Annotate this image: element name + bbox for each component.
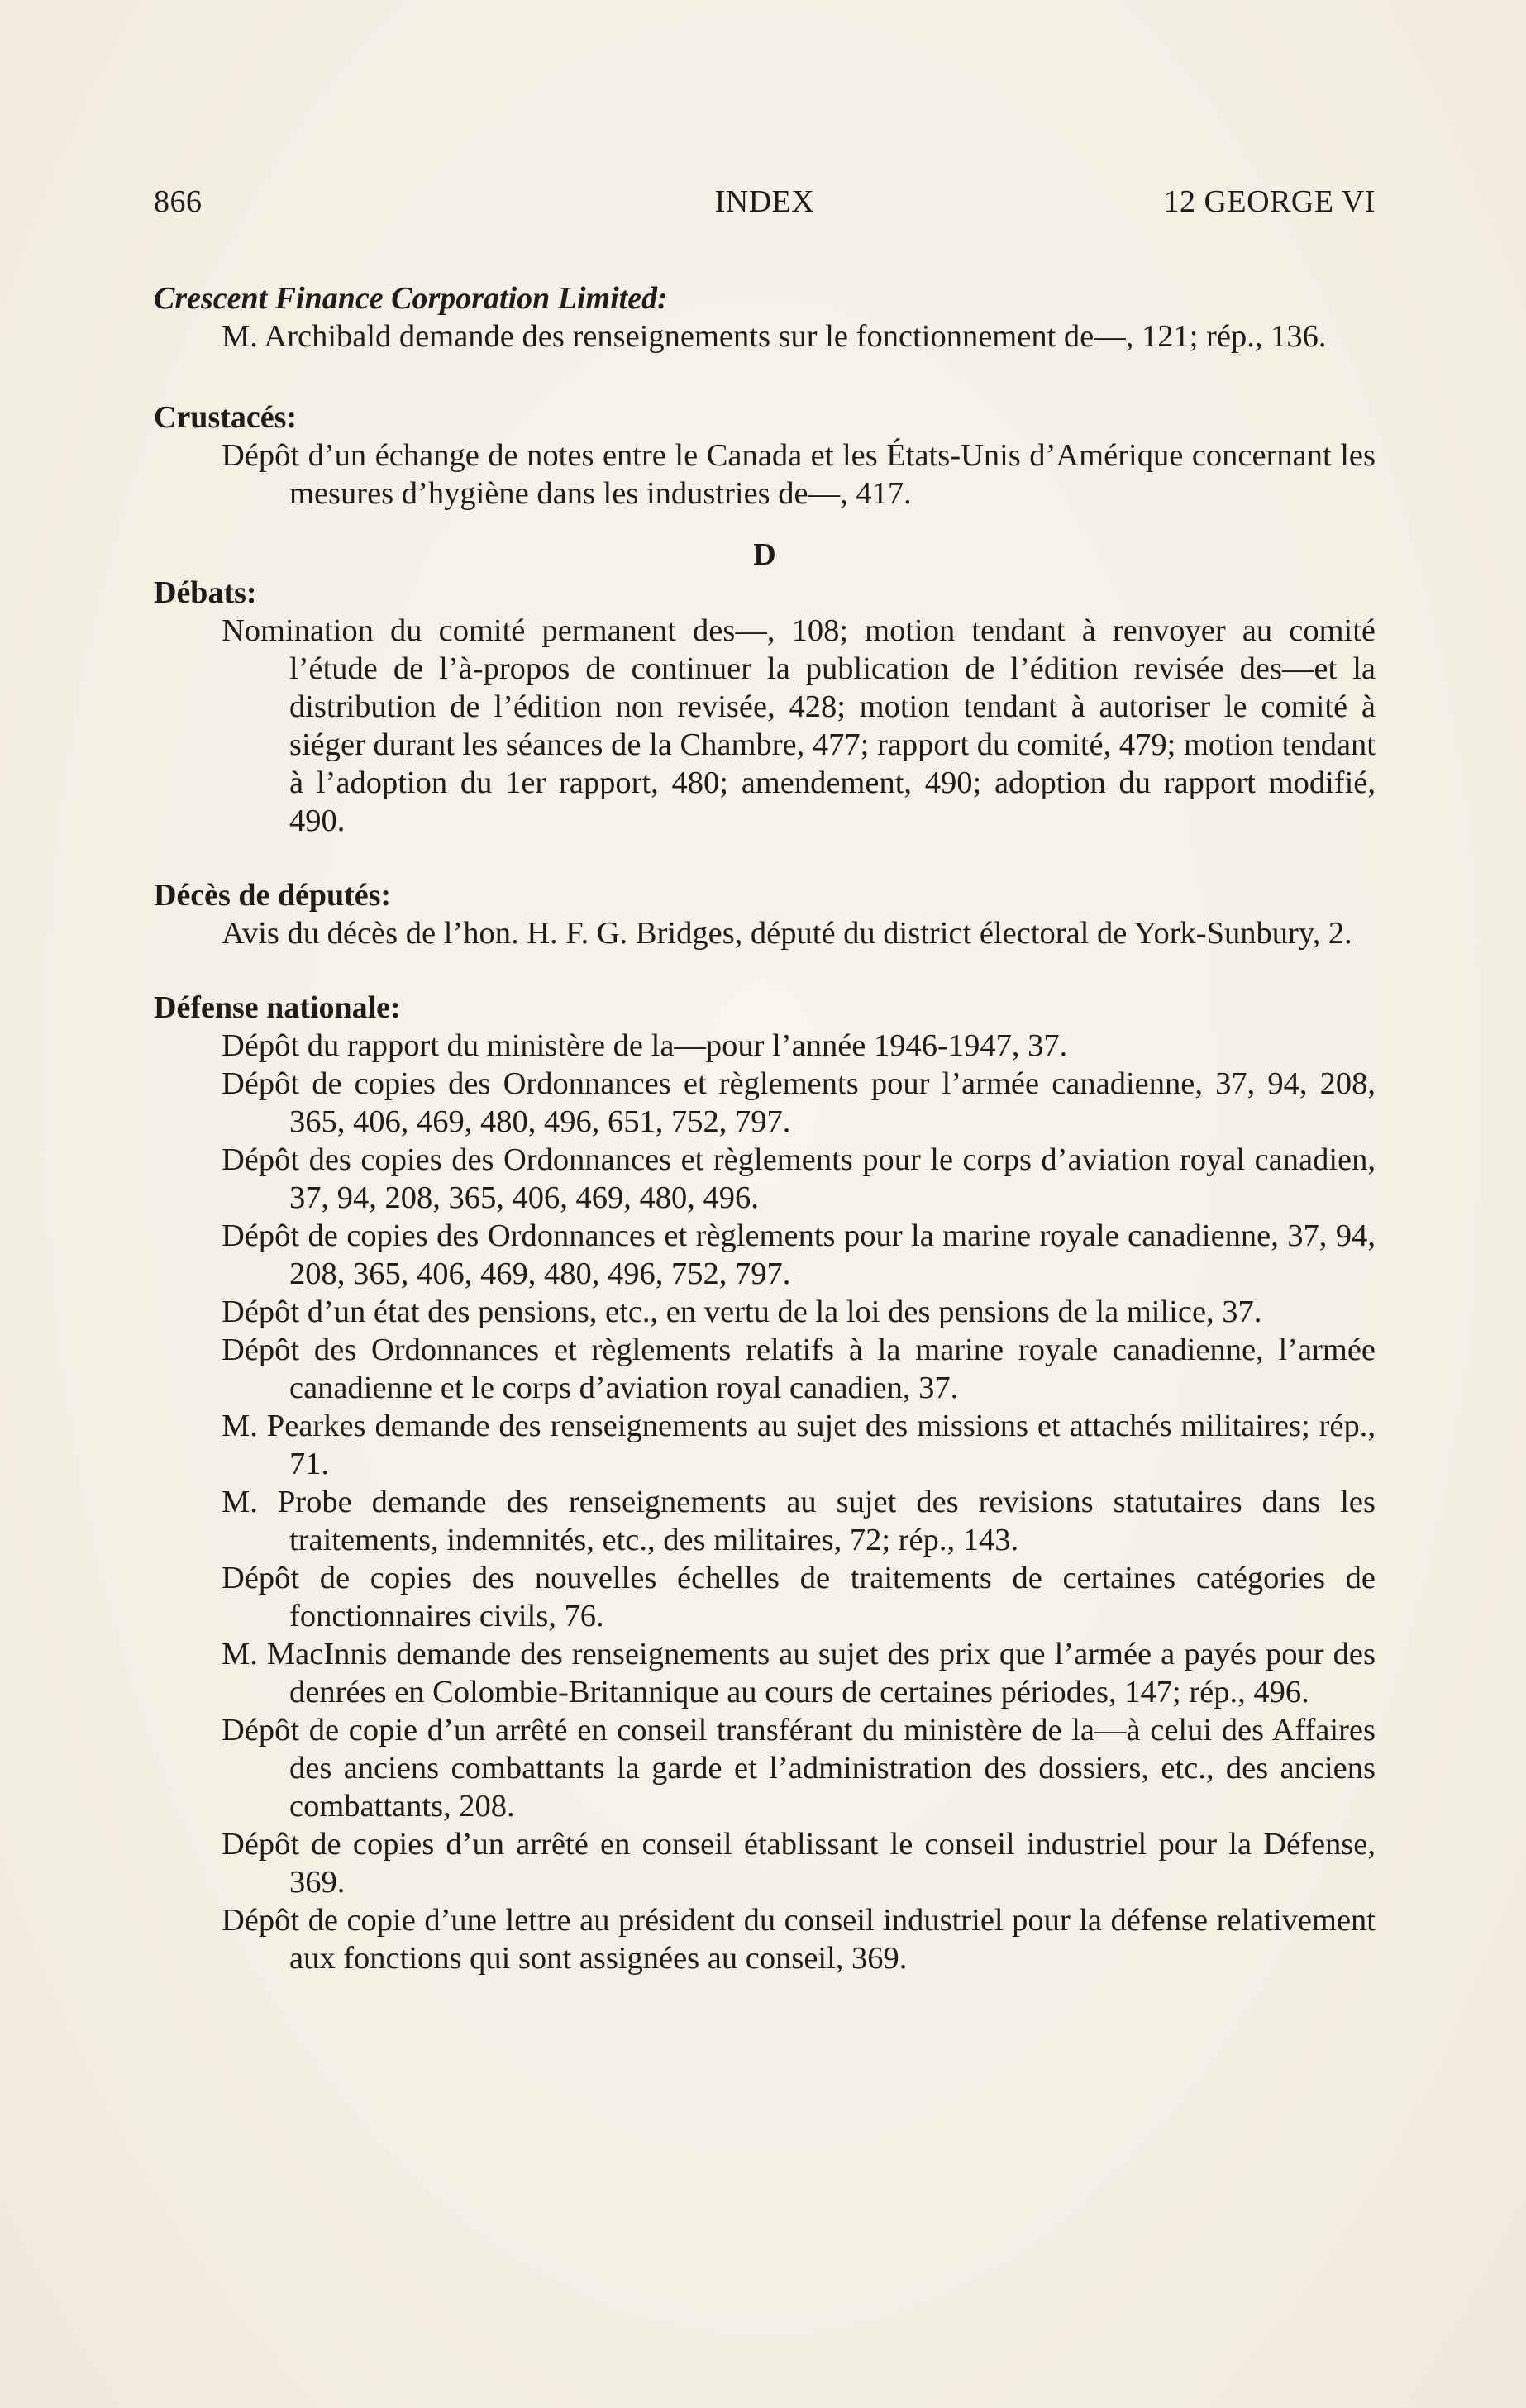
index-section-crustaces (154, 398, 1376, 513)
reign-label: 12 GEORGE VI (1163, 184, 1376, 219)
index-section-deces-deputes (154, 876, 1376, 952)
index-section-debats (154, 574, 1376, 840)
section-heading: Décès de députés: (154, 878, 392, 913)
index-entry: Dépôt d’un échange de notes entre le Canada et les États-Unis d’Amérique concernant les mesures d’hygiène dans les industries de—, 417. (222, 438, 1376, 511)
index-entry: M. MacInnis demande des renseignements au sujet des prix que l’armée a payés pour des denrées en Colombie-Britannique au cours de certaines périodes, 147; rép., 496. (222, 1637, 1376, 1709)
running-title: INDEX (714, 184, 815, 219)
index-section-crescent-finance (154, 279, 1376, 355)
index-entry: Avis du décès de l’hon. H. F. G. Bridges, député du district électoral de York-Sunbury, 2. (222, 916, 1352, 951)
index-entry: Dépôt de copies des Ordonnances et règlements pour la marine royale canadienne, 37, 94, 208, 365, 406, 469, 480, 496, 752, 797. (222, 1218, 1376, 1291)
index-entry: Dépôt de copies des nouvelles échelles de traitements de certaines catégories de fonctionnaires civils, 76. (222, 1561, 1376, 1633)
index-entry: Nomination du comité permanent des—, 108; motion tendant à renvoyer au comité l’étude de l’à-propos de continuer la publication de l’édition revisée des—et la distribution de l’édition non revisée, 428; motion tendant à autoriser le comité à siéger durant les séances de la Chambre, 477; rapport du comité, 479; motion tendant à l’adoption du 1er rapport, 480; amendement, 490; adoption du rapport modifié, 490. (222, 613, 1376, 838)
section-heading: Crustacés: (154, 400, 298, 435)
index-entry: Dépôt de copies d’un arrêté en conseil établissant le conseil industriel pour la Défense, 369. (222, 1827, 1376, 1900)
page-number: 866 (154, 184, 203, 219)
index-entry: M. Probe demande des renseignements au sujet des revisions statutaires dans les traitements, indemnités, etc., des militaires, 72; rép., 143. (222, 1485, 1376, 1557)
page-header (154, 184, 1376, 225)
index-entry: Dépôt de copies des Ordonnances et règlements pour l’armée canadienne, 37, 94, 208, 365, 406, 469, 480, 496, 651, 752, 797. (222, 1066, 1376, 1139)
section-heading: Crescent Finance Corporation Limited: (154, 281, 668, 316)
index-section-defense-nationale (154, 989, 1376, 1977)
index-entry: Dépôt des Ordonnances et règlements relatifs à la marine royale canadienne, l’armée canadienne et le corps d’aviation royal canadien, 37. (222, 1333, 1376, 1405)
index-content (154, 279, 1376, 2014)
index-entry: M. Pearkes demande des renseignements au sujet des missions et attachés militaires; rép., 71. (222, 1409, 1376, 1481)
index-entry: Dépôt du rapport du ministère de la—pour l’année 1946-1947, 37. (222, 1028, 1068, 1063)
section-heading: Débats: (154, 575, 257, 610)
index-entry: Dépôt de copie d’un arrêté en conseil transférant du ministère de la—à celui des Affaires des anciens combattants la garde et l’administration des dossiers, etc., des anciens combattants, 208. (222, 1713, 1376, 1824)
index-entry: M. Archibald demande des renseignements sur le fonctionnement de—, 121; rép., 136. (222, 319, 1327, 354)
index-entry: Dépôt des copies des Ordonnances et règlements pour le corps d’aviation royal canadien, 37, 94, 208, 365, 406, 469, 480, 496. (222, 1142, 1376, 1215)
index-entry: Dépôt de copie d’une lettre au président du conseil industriel pour la défense relativement aux fonctions qui sont assignées au conseil, 369. (222, 1903, 1376, 1976)
index-entry: Dépôt d’un état des pensions, etc., en vertu de la loi des pensions de la milice, 37. (222, 1295, 1262, 1329)
section-heading: Défense nationale: (154, 990, 401, 1025)
alphabet-letter-divider: D (753, 537, 776, 572)
